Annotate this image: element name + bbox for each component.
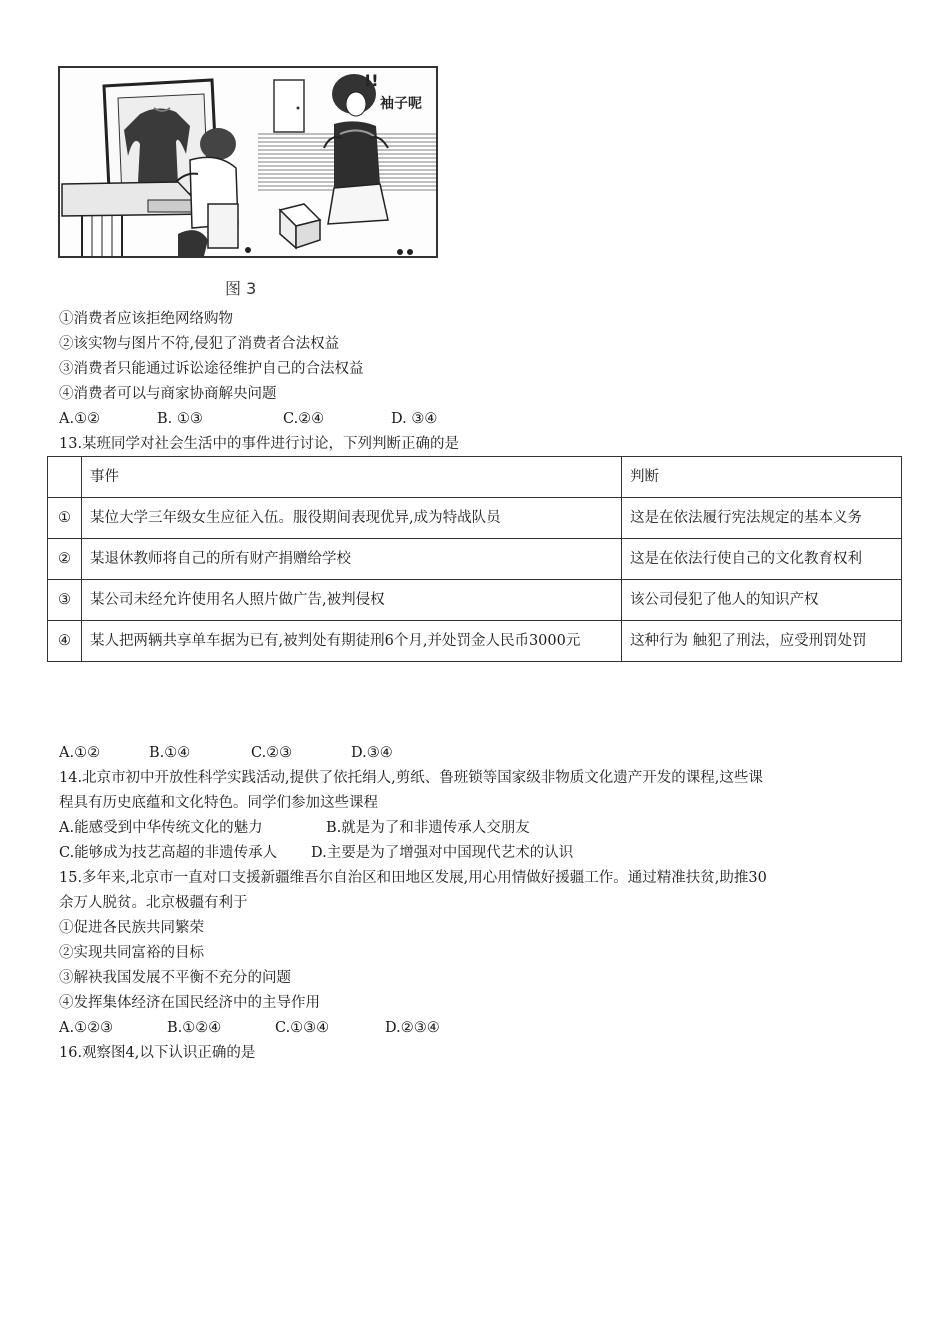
q14-option-a[interactable]: A.能感受到中华传统文化的魅力 [59,820,263,836]
q15-statement-2: ②实现共同富裕的目标 [59,945,204,961]
q12-statement-4: ④消费者可以与商家协商解央问题 [59,386,277,402]
q12-option-c[interactable]: C.②④ [283,411,325,427]
table-row [48,621,902,662]
door [274,80,304,132]
header-event: 事件 [82,457,622,498]
exclaim-marks: !! [364,71,379,90]
header-num [48,457,82,498]
row-event: 某人把两辆共享单车据为已有,被判处有期徒刑6个月,并处罚金人民币3000元 [82,621,622,662]
table-header-row [48,457,902,498]
table-row [48,539,902,580]
q14-stem-line-2: 程具有历史底蕴和文化特色。同学们参加这些课程 [59,795,378,811]
q13-option-d[interactable]: D.③④ [351,745,393,761]
q12-statement-3: ③消费者只能通过诉讼途径维护自己的合法权益 [59,361,364,377]
table-row [48,580,902,621]
q14-options-row-1 [59,818,530,838]
cartoon-figure-3 [58,64,440,260]
row-judgment: 这种行为 触犯了刑法，应受刑罚处罚 [622,621,902,662]
q14-options-row-2 [59,843,573,863]
q12-option-d[interactable]: D. ③④ [391,411,438,427]
events-table [47,456,902,662]
q15-option-c[interactable]: C.①③④ [275,1020,330,1036]
row-num: ④ [48,621,82,662]
q12-options [59,409,437,429]
q13-option-a[interactable]: A.①② [59,745,101,761]
q13-option-c[interactable]: C.②③ [251,745,293,761]
q12-option-a[interactable]: A.①② [59,411,101,427]
row-judgment: 该公司侵犯了他人的知识产权 [622,580,902,621]
row-judgment: 这是在依法履行宪法规定的基本义务 [622,498,902,539]
row-event: 某退休教师将自己的所有财产捐赠给学校 [82,539,622,580]
figure-caption: 图 3 [225,279,257,298]
q16-stem: 16.观察图4,以下认识正确的是 [59,1045,256,1061]
q15-option-a[interactable]: A.①②③ [59,1020,114,1036]
q14-option-c[interactable]: C.能够成为技艺高超的非遗传承人 [59,845,278,861]
row-event: 某位大学三年级女生应征入伍。服役期间表现优异,成为特战队员 [82,498,622,539]
q15-stem-line-2: 余万人脱贫。北京极疆有利于 [59,895,248,911]
q15-options [59,1018,440,1038]
row-num: ① [48,498,82,539]
q14-option-b[interactable]: B.就是为了和非遗传承人交朋友 [326,820,530,836]
q15-statement-1: ①促进各民族共同繁荣 [59,920,204,936]
q12-statement-1: ①消费者应该拒绝网络购物 [59,311,233,327]
q15-option-d[interactable]: D.②③④ [385,1020,440,1036]
q15-stem-line-1: 15.多年来,北京市一直对口支援新疆维吾尔自治区和田地区发展,用心用情做好援疆工作。通过精准扶贫,助推30 [59,870,767,886]
q15-statement-3: ③解袂我国发展不平衡不充分的问题 [59,970,291,986]
row-num: ③ [48,580,82,621]
row-event: 某公司未经允许使用名人照片做广告,被判侵权 [82,580,622,621]
q13-stem: 13.某班同学对社会生活中的事件进行讨论，下列判断正确的是 [59,436,460,452]
row-judgment: 这是在依法行使自己的文化教育权利 [622,539,902,580]
q15-statement-4: ④发挥集体经济在国民经济中的主导作用 [59,995,320,1011]
row-num: ② [48,539,82,580]
table-row [48,498,902,539]
header-judgment: 判断 [622,457,902,498]
q15-option-b[interactable]: B.①②④ [167,1020,222,1036]
speech-text: 袖子呢 [380,96,422,112]
q12-option-b[interactable]: B. ①③ [157,411,203,427]
q14-option-d[interactable]: D.主要是为了增强对中国现代艺术的认识 [311,845,574,861]
q13-options [59,743,393,763]
q12-statement-2: ②该实物与图片不符,侵犯了消费者合法权益 [59,336,340,352]
q13-option-b[interactable]: B.①④ [149,745,191,761]
q14-stem-line-1: 14.北京市初中开放性科学实践活动,提供了依托绢人,剪纸、鲁班锁等国家级非物质文化遗产开发的课程,这些课 [59,770,763,786]
